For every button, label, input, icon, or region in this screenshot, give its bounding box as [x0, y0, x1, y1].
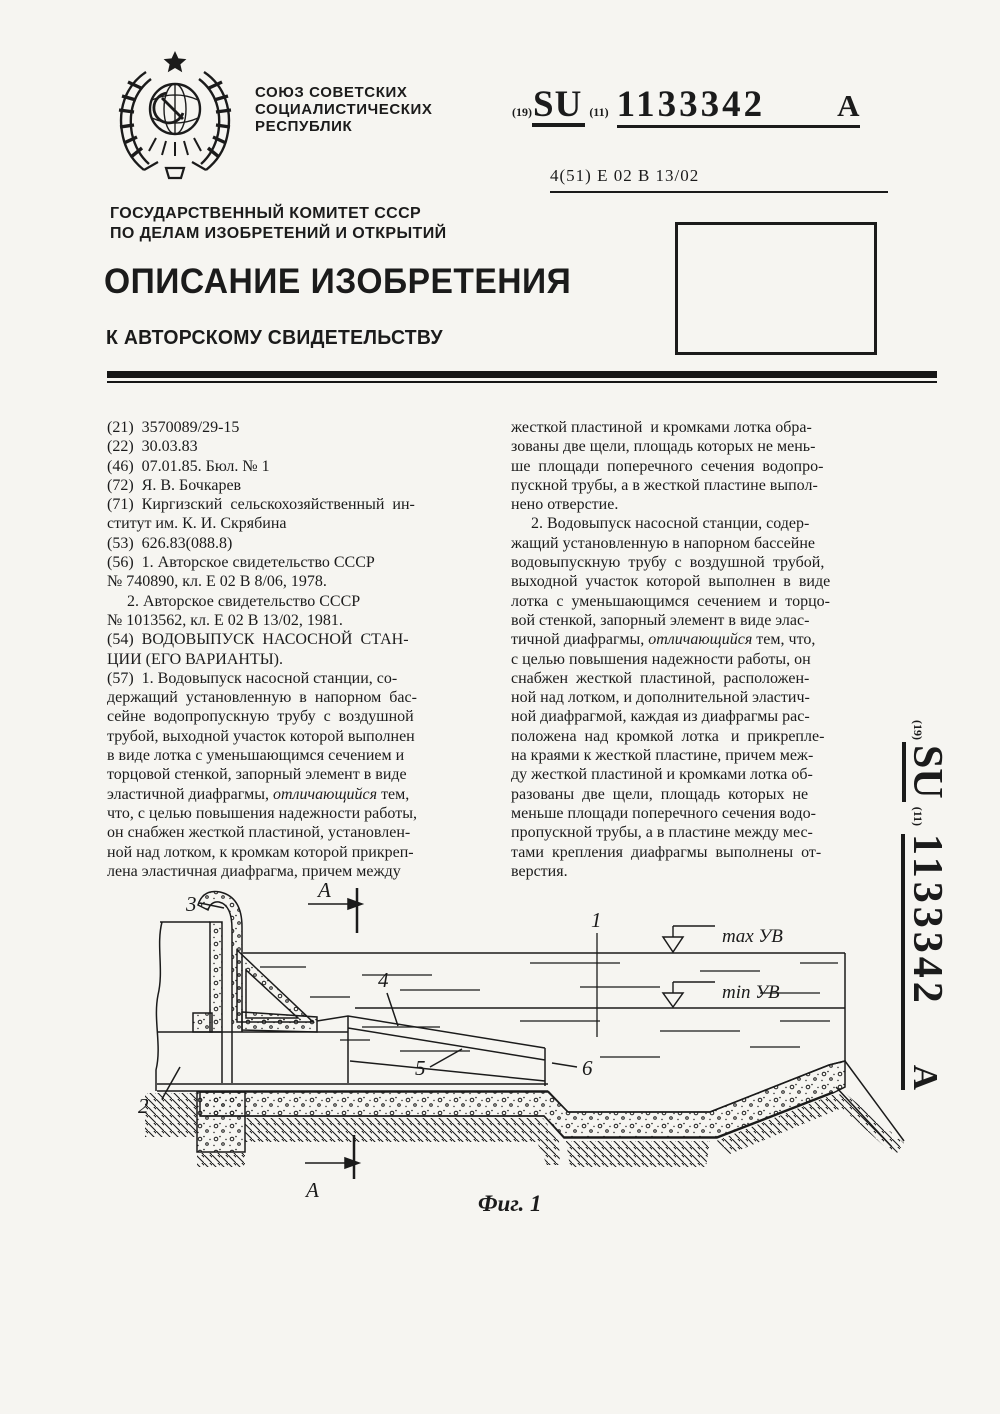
- text-line: (57) 1. Водовыпуск насосной станции, со-: [107, 669, 398, 687]
- concrete-toe: [197, 1092, 245, 1152]
- text-line: 2. Водовыпуск насосной станции, содер-: [511, 515, 810, 533]
- leader-4: [387, 993, 398, 1026]
- part-label-2: 2: [138, 1094, 149, 1118]
- text-line: зованы две щели, площадь которых не мень-: [511, 438, 816, 456]
- part-label-1: 1: [591, 908, 602, 932]
- text-line: ститут им. К. И. Скрябина: [107, 515, 287, 533]
- brace-inner: [246, 970, 298, 1018]
- max-level-label: max УВ: [722, 926, 783, 947]
- text-line: пускной трубы, а в жесткой пластине выпол-: [511, 476, 818, 494]
- document-title: ОПИСАНИЕ ИЗОБРЕТЕНИЯ: [104, 262, 572, 301]
- publication-number: 1133342: [616, 84, 766, 125]
- text-line: он снабжен жесткой пластиной, установлен-: [107, 824, 411, 842]
- number-code-label: (11): [911, 806, 925, 827]
- text-line: верстия.: [511, 862, 568, 880]
- text-line: в виде лотка с уменьшающимся сечением и: [107, 747, 405, 765]
- publication-number: 1133342: [904, 834, 950, 1007]
- part-label-3: 3: [186, 892, 197, 916]
- text-line: (21) 3570089/29-15: [107, 419, 240, 436]
- text-line: тичной диафрагмы, отличающийся тем, что,: [511, 631, 816, 649]
- country-code: SU: [902, 742, 948, 802]
- text-line: сейне водопропускную трубу с воздушной: [107, 708, 414, 726]
- text-line: лотка с уменьшающимся сечением и торцо-: [511, 592, 830, 610]
- text-line: меньше площади поперечного сечения водо-: [511, 804, 816, 822]
- wall-foot: [193, 1013, 212, 1032]
- star-icon: [164, 51, 187, 72]
- document-number-header: [512, 86, 892, 128]
- text-line: (56) 1. Авторское свидетельство СССР: [107, 554, 375, 572]
- figure-caption: Фиг. 1: [478, 1191, 542, 1216]
- water-dashes: [260, 963, 838, 1057]
- text-line: ЦИИ (ЕГО ВАРИАНТЫ).: [107, 650, 284, 668]
- kind-code: A: [906, 1064, 945, 1091]
- text-line: на краями к жесткой пластине, причем меж-: [511, 747, 814, 765]
- text-line: (22) 30.03.83: [107, 438, 198, 456]
- text-line: (54) ВОДОВЫПУСК НАСОСНОЙ СТАН-: [107, 631, 409, 649]
- part-label-5: 5: [415, 1056, 426, 1080]
- text-line: что, с целью повышения надежности работы,: [107, 804, 417, 822]
- text-line: ной над лотком, и дополнительной эластич-: [511, 689, 810, 707]
- text-line: эластичной диафрагмы, отличающийся тем,: [107, 785, 410, 803]
- text-line: вой стенкой, запорный элемент в виде элас-: [511, 611, 810, 629]
- right-column: [511, 418, 903, 881]
- ussr-coat-of-arms-icon: [110, 48, 240, 182]
- text-line: держащий установленную в напорном бас-: [107, 689, 417, 707]
- figure-1: [100, 875, 910, 1225]
- text-line: жесткой пластиной и кромками лотка обра-: [511, 419, 812, 436]
- committee-line: ПО ДЕЛАМ ИЗОБРЕТЕНИЙ И ОТКРЫТИЙ: [110, 225, 447, 242]
- section-label-bottom: А: [306, 1178, 319, 1202]
- min-level-label: min УВ: [722, 982, 780, 1003]
- text-line: снабжен жесткой пластиной, расположен-: [511, 669, 810, 687]
- earth-hatch: [145, 1093, 197, 1137]
- text-line: ной диафрагмой, каждая из диафрагмы рас-: [511, 708, 810, 726]
- text-line: с целью повышения надежности работы, он: [511, 650, 811, 668]
- union-line: СОЮЗ СОВЕТСКИХ: [255, 84, 408, 101]
- sidebar-document-number: [906, 720, 948, 1124]
- union-line: РЕСПУБЛИК: [255, 118, 353, 135]
- text-line: водовыпускную трубу с воздушной трубой,: [511, 554, 825, 572]
- text-line: ной над лотком, к кромкам которой прикреп-: [107, 843, 414, 861]
- text-line: (71) Киргизский сельскохозяйственный ин-: [107, 496, 415, 514]
- max-level-marker: [663, 926, 715, 952]
- part-label-4: 4: [378, 968, 389, 992]
- text-line: ше площади поперечного сечения водопро-: [511, 457, 824, 475]
- hammer-sickle-icon: [154, 93, 183, 123]
- number-code-label: (11): [589, 105, 609, 119]
- text-line: № 1013562, кл. Е 02 В 13/02, 1981.: [107, 611, 343, 629]
- text-line: нено отверстие.: [511, 496, 619, 514]
- stamp-box: [675, 222, 877, 355]
- part-label-6: 6: [582, 1056, 593, 1080]
- text-line: жащий установленную в напорном бассейне: [511, 534, 815, 552]
- text-line: торцовой стенкой, запорный элемент в виде: [107, 766, 407, 784]
- text-line: 2. Авторское свидетельство СССР: [107, 592, 361, 610]
- section-label-top: А: [318, 878, 331, 902]
- text-line: положена над кромкой лотка и прикрепле-: [511, 727, 825, 745]
- leader-5: [430, 1049, 462, 1067]
- text-line: (53) 626.83(088.8): [107, 534, 233, 552]
- publication-number-group: [617, 86, 860, 128]
- slab: [157, 1084, 548, 1091]
- document-subtitle: К АВТОРСКОМУ СВИДЕТЕЛЬСТВУ: [106, 327, 443, 349]
- kind-code: A: [837, 88, 860, 123]
- left-column: [107, 418, 499, 881]
- text-line: трубой, выходной участок которой выполнен: [107, 727, 415, 745]
- header-rule: [107, 371, 937, 383]
- text-line: разованы две щели, площадь которых не: [511, 785, 809, 803]
- union-name: [255, 84, 485, 135]
- text-line: ду жесткой пластиной и кромками лотка об-: [511, 766, 813, 784]
- section-mark-top: [308, 888, 362, 933]
- text-line: (72) Я. В. Бочкарев: [107, 476, 242, 494]
- union-line: СОЦИАЛИСТИЧЕСКИХ: [255, 101, 433, 118]
- country-code-label: (19): [512, 105, 532, 119]
- country-code: SU: [532, 86, 585, 127]
- country-code-label: (19): [911, 720, 925, 740]
- min-level-marker: [663, 982, 715, 1007]
- broken-edge: [156, 922, 162, 1091]
- leader-6: [552, 1063, 577, 1067]
- state-committee: [110, 204, 530, 244]
- text-line: лена эластичная диафрагма, причем между: [107, 862, 401, 880]
- committee-line: ГОСУДАРСТВЕННЫЙ КОМИТЕТ СССР: [110, 205, 422, 222]
- publication-number-group: [901, 834, 948, 1090]
- text-line: пропускной трубы, а в пластине между мес-: [511, 824, 813, 842]
- text-line: (46) 07.01.85. Бюл. № 1: [107, 457, 270, 475]
- text-line: выходной участок которой выполнен в виде: [511, 573, 831, 591]
- ipc-classification: 4(51) Е 02 В 13/02: [550, 166, 888, 193]
- text-line: тами крепления диафрагмы выполнены от-: [511, 843, 822, 861]
- text-line: № 740890, кл. Е 02 В 8/06, 1978.: [107, 573, 327, 591]
